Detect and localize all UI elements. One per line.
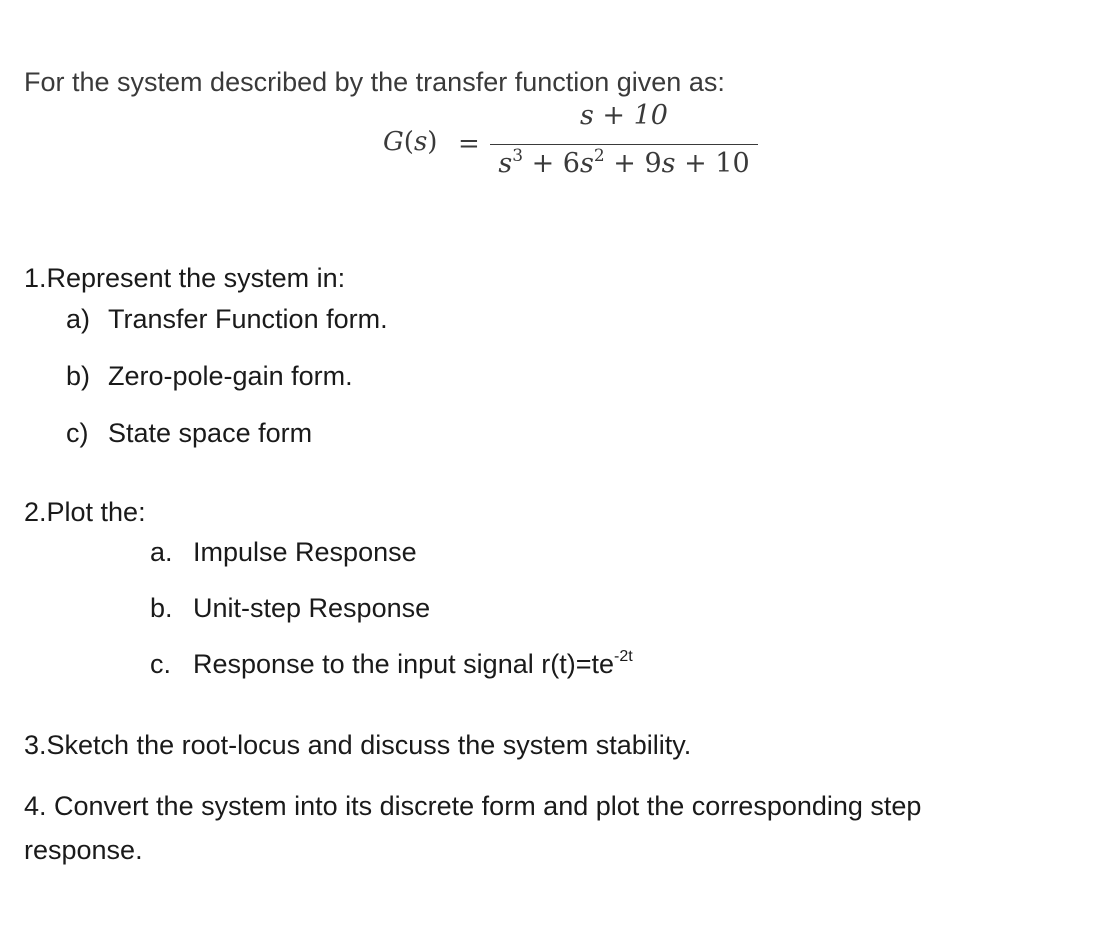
equation-lhs: G(s)	[383, 127, 438, 157]
equals-sign: =	[458, 129, 480, 159]
question-1-item-c: c) State space form	[66, 418, 313, 448]
function-name: G	[383, 127, 404, 157]
question-3-text: 3.Sketch the root-locus and discuss the system stability.	[24, 730, 692, 760]
question-2-item-a: a. Impulse Response	[150, 537, 417, 567]
transfer-function-equation	[383, 100, 763, 190]
question-2-item-b: b. Unit-step Response	[150, 593, 431, 623]
question-4-line-1: 4. Convert the system into its discrete form and plot the corresponding step	[24, 791, 922, 821]
question-1-item-b: b) Zero-pole-gain form.	[66, 361, 353, 391]
numerator: s + 10	[579, 100, 668, 131]
question-2-item-c: c. Response to the input signal $r(t)=te^{-2t}$	[150, 648, 633, 679]
exponent-superscript: -2t	[614, 648, 633, 665]
denominator: $s^3 + 6s^2 + 9s + 10$	[498, 146, 750, 179]
function-variable: s	[413, 127, 428, 157]
question-2-title: 2.Plot the:	[24, 497, 146, 527]
intro-text: For the system described by the transfer function given as:	[24, 67, 725, 97]
question-1-item-a: a) Transfer Function form.	[66, 304, 388, 334]
question-1-title: 1.Represent the system in:	[24, 263, 346, 293]
question-4-line-2: response.	[24, 835, 143, 865]
fraction-bar	[490, 144, 758, 145]
